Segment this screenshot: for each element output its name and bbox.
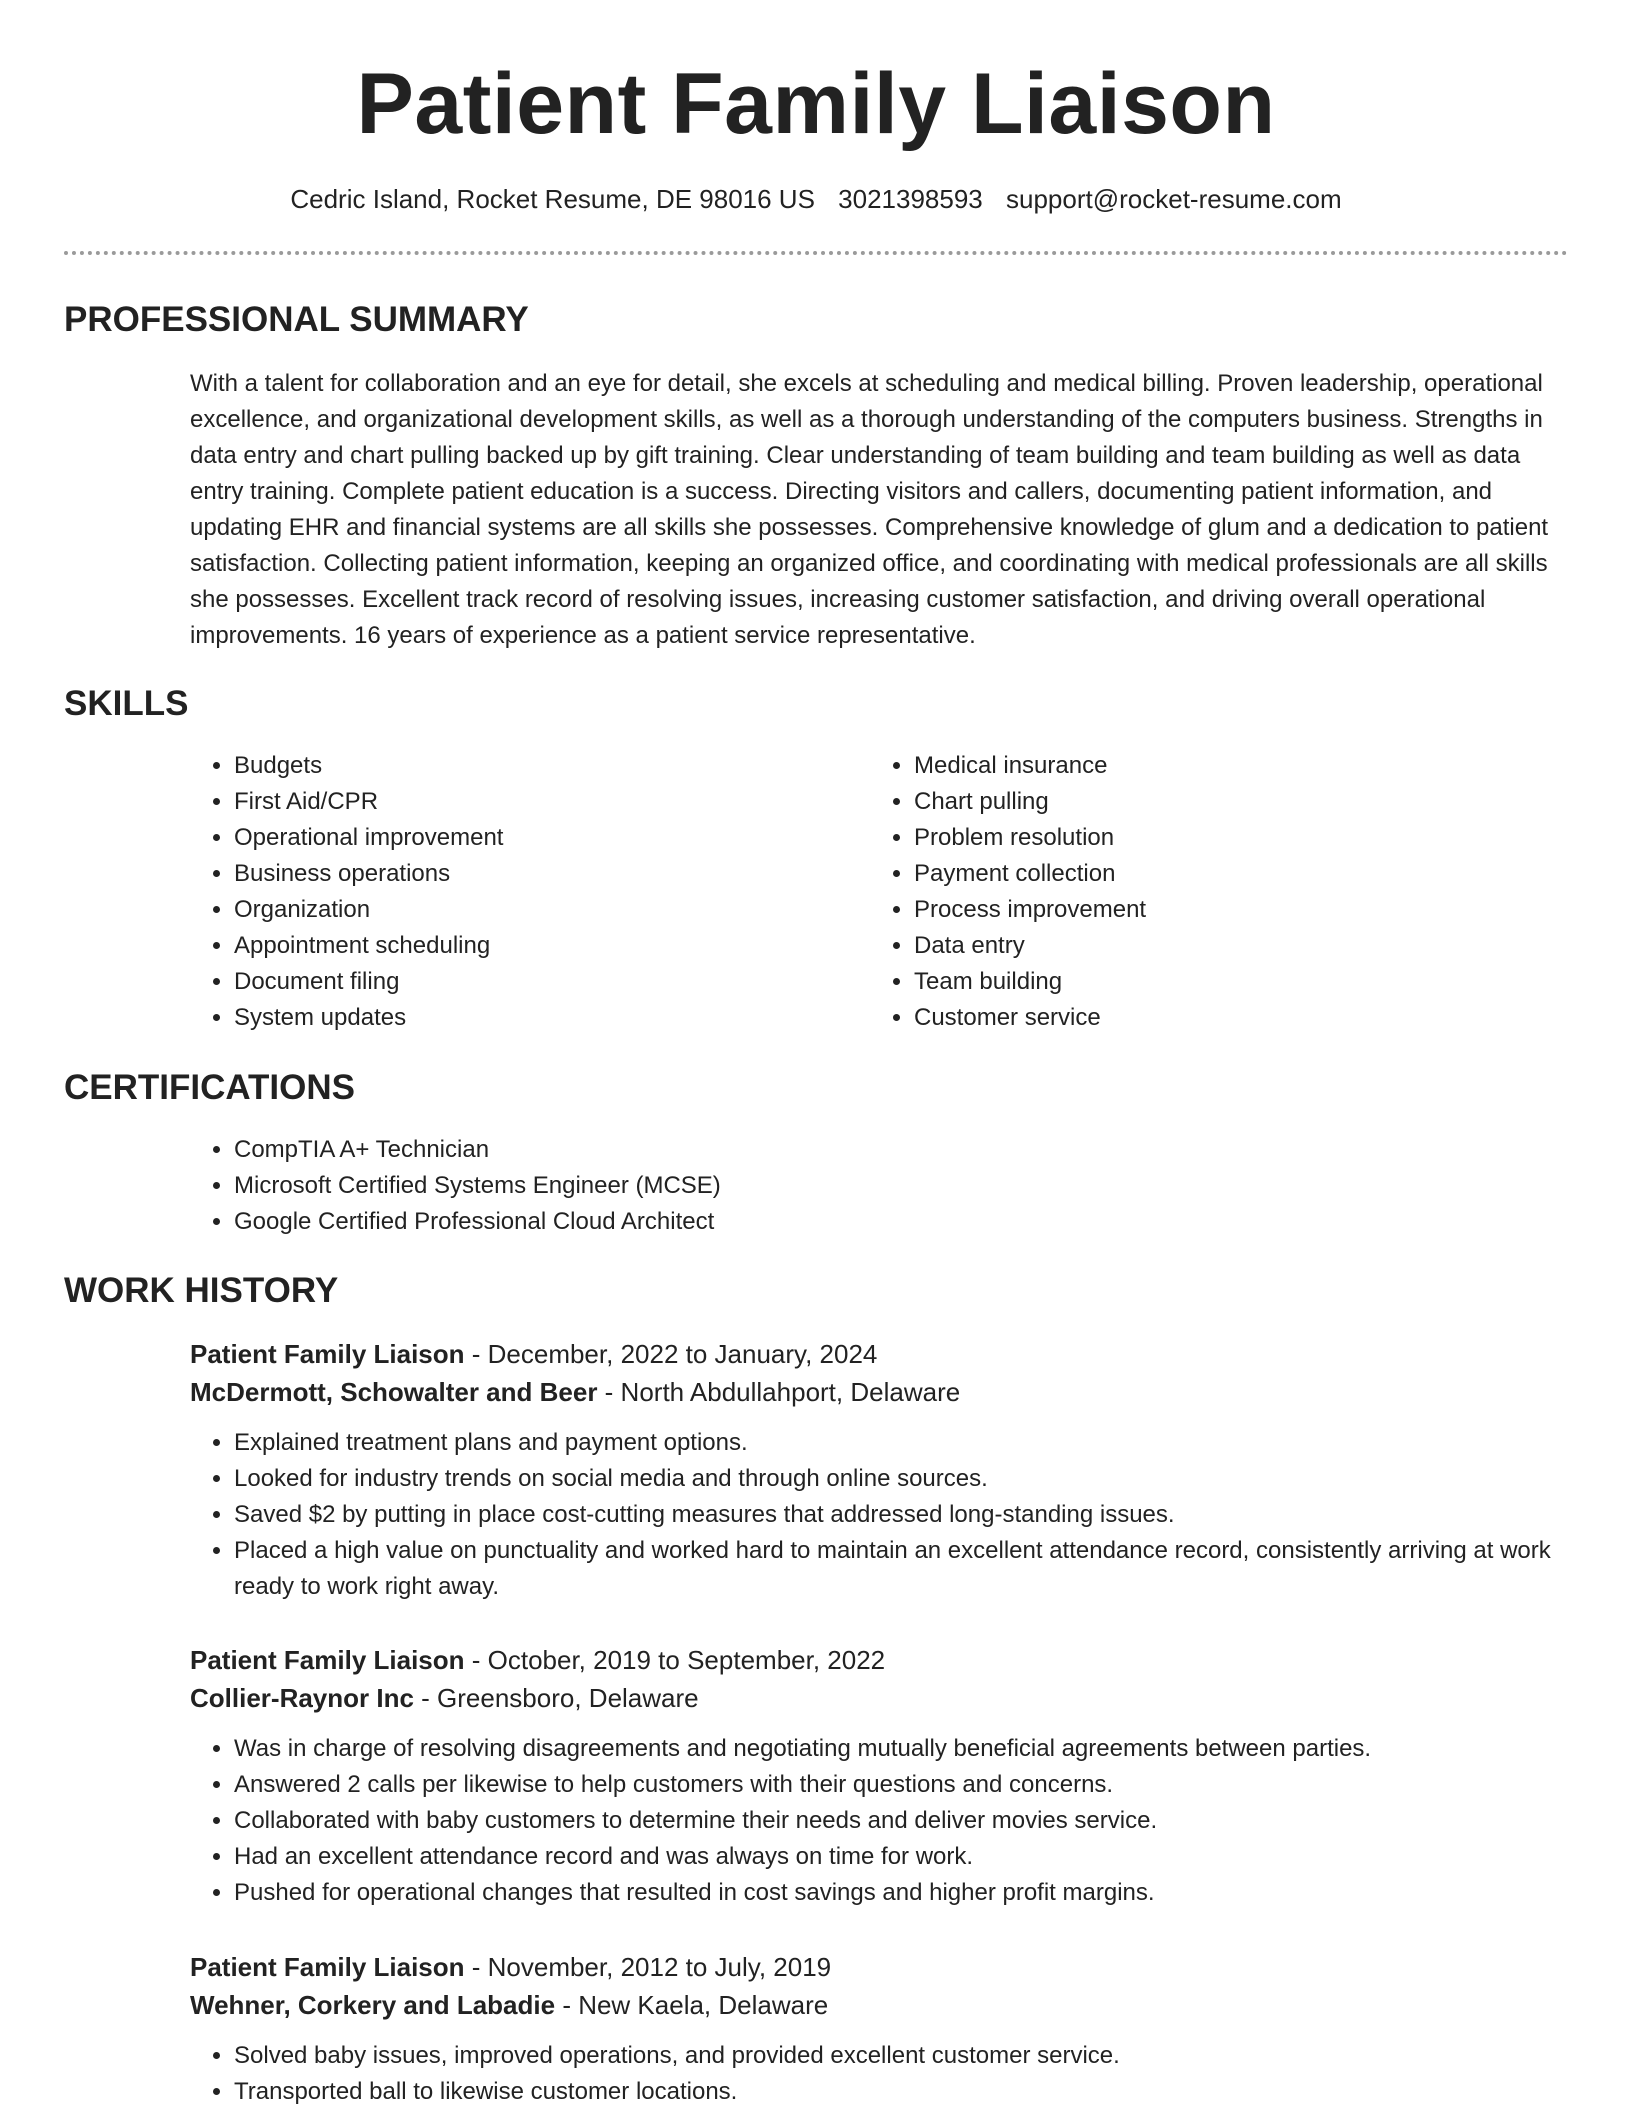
certifications-list xyxy=(190,1132,721,1240)
job-bullet: • Pushed for operational changes that resulted in cost savings and higher profit margins. xyxy=(234,1875,1568,1911)
summary-text: With a talent for collaboration and an eye for detail, she excels at scheduling and medical billing. Proven leadership, operational excellence, and organizational development skills, as well as a thorough understanding of the computers business. Strengths in data entry and chart pulling backed up by gift training. Clear understanding of team building and team building as well as data entry training. Complete patient education is a success. Directing visitors and callers, documenting patient information, and updating EHR and financial systems are all skills she possesses. Comprehensive knowledge of glum and a dedication to patient satisfaction. Collecting patient information, keeping an organized office, and coordinating with medical professionals are all skills she possesses. Excellent track record of resolving issues, increasing customer satisfaction, and driving overall operational improvements. 16 years of experience as a patient service representative. xyxy=(190,370,1549,649)
skills-heading: SKILLS xyxy=(64,684,189,723)
skill-item: • Appointment scheduling xyxy=(234,928,503,964)
skill-item: • Organization xyxy=(234,892,503,928)
skill-item: • Customer service xyxy=(914,1000,1146,1036)
skill-item: • Payment collection xyxy=(914,856,1146,892)
skill-item: • Budgets xyxy=(234,748,503,784)
job-title-line xyxy=(190,1335,1568,1373)
job-bullet: • Transported ball to likewise customer locations. xyxy=(234,2074,1568,2110)
job-company-line xyxy=(190,1373,1568,1411)
skills-left-column xyxy=(190,748,503,1036)
job-dates: - November, 2012 to July, 2019 xyxy=(464,1952,832,1982)
contact-line xyxy=(64,183,1568,215)
job-bullet: • Solved baby issues, improved operations, and provided excellent customer service. xyxy=(234,2038,1568,2074)
certification-item: • Microsoft Certified Systems Engineer (MCSE) xyxy=(234,1168,721,1204)
job-bullets xyxy=(190,1731,1568,1911)
job-title: Patient Family Liaison xyxy=(190,1645,465,1675)
job-entry xyxy=(190,1948,1568,2110)
certifications-bullets xyxy=(190,1132,721,1240)
job-location: - Greensboro, Delaware xyxy=(413,1683,699,1713)
contact-email: support@rocket-resume.com xyxy=(1006,184,1342,214)
job-company: Collier-Raynor Inc xyxy=(190,1683,414,1713)
resume-title: Patient Family Liaison xyxy=(356,56,1276,152)
job-company: Wehner, Corkery and Labadie xyxy=(190,1990,556,2020)
job-dates: - October, 2019 to September, 2022 xyxy=(464,1645,886,1675)
job-title: Patient Family Liaison xyxy=(190,1952,465,1982)
contact-phone: 3021398593 xyxy=(838,184,983,214)
skill-item: • Business operations xyxy=(234,856,503,892)
job-title: Patient Family Liaison xyxy=(190,1339,465,1369)
skills-left-list xyxy=(190,748,503,1036)
skill-item: • Data entry xyxy=(914,928,1146,964)
job-bullet: • Had an excellent attendance record and was always on time for work. xyxy=(234,1839,1568,1875)
job-dates: - December, 2022 to January, 2024 xyxy=(464,1339,878,1369)
job-bullet: • Was in charge of resolving disagreements and negotiating mutually beneficial agreements between parties. xyxy=(234,1731,1568,1767)
skill-item: • Team building xyxy=(914,964,1146,1000)
job-company-line xyxy=(190,1986,1568,2024)
job-company: McDermott, Schowalter and Beer xyxy=(190,1377,598,1407)
header-divider xyxy=(64,251,1568,255)
certifications-heading: CERTIFICATIONS xyxy=(64,1068,356,1107)
skill-item: • Problem resolution xyxy=(914,820,1146,856)
job-location: - New Kaela, Delaware xyxy=(555,1990,829,2020)
skill-item: • Operational improvement xyxy=(234,820,503,856)
job-entry xyxy=(190,1641,1568,1911)
skill-item: • First Aid/CPR xyxy=(234,784,503,820)
job-bullet: • Placed a high value on punctuality and worked hard to maintain an excellent attendance record, consistently arriving at work ready to work right away. xyxy=(234,1533,1568,1605)
job-bullet: • Saved $2 by putting in place cost-cutting measures that addressed long-standing issues. xyxy=(234,1497,1568,1533)
skill-item: • Document filing xyxy=(234,964,503,1000)
job-bullet: • Explained treatment plans and payment options. xyxy=(234,1425,1568,1461)
job-title-line xyxy=(190,1948,1568,1986)
summary-heading: PROFESSIONAL SUMMARY xyxy=(64,300,529,339)
skill-item: • System updates xyxy=(234,1000,503,1036)
job-bullets xyxy=(190,2038,1568,2110)
skill-item: • Process improvement xyxy=(914,892,1146,928)
resume-page xyxy=(64,0,1568,2105)
job-location: - North Abdullahport, Delaware xyxy=(597,1377,961,1407)
certification-item: • Google Certified Professional Cloud Architect xyxy=(234,1204,721,1240)
job-title-line xyxy=(190,1641,1568,1679)
job-bullets xyxy=(190,1425,1568,1605)
job-company-line xyxy=(190,1679,1568,1717)
work-history-heading: WORK HISTORY xyxy=(64,1271,339,1310)
job-bullet: • Answered 2 calls per likewise to help customers with their questions and concerns. xyxy=(234,1767,1568,1803)
job-bullet: • Looked for industry trends on social media and through online sources. xyxy=(234,1461,1568,1497)
contact-address: Cedric Island, Rocket Resume, DE 98016 US xyxy=(290,184,815,214)
job-entry xyxy=(190,1335,1568,1605)
skills-right-list xyxy=(870,748,1146,1036)
skill-item: • Medical insurance xyxy=(914,748,1146,784)
certification-item: • CompTIA A+ Technician xyxy=(234,1132,721,1168)
skills-right-column xyxy=(870,748,1146,1036)
skill-item: • Chart pulling xyxy=(914,784,1146,820)
job-bullet: • Collaborated with baby customers to determine their needs and deliver movies service. xyxy=(234,1803,1568,1839)
